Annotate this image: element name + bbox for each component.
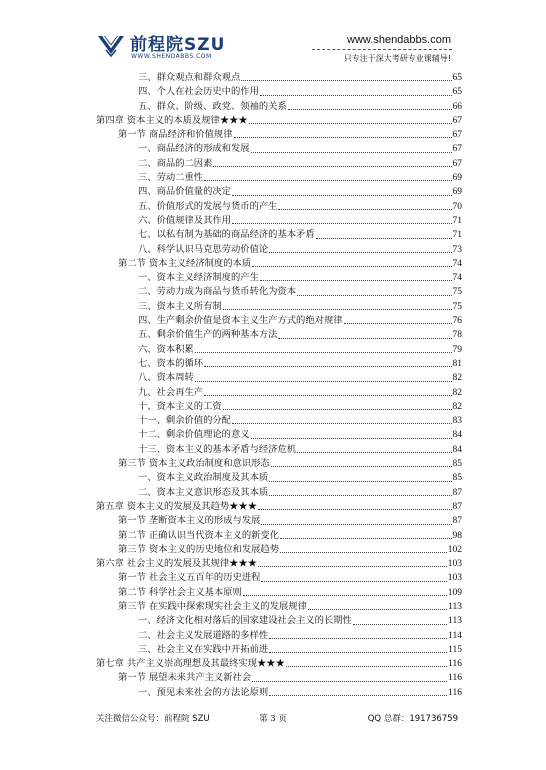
- toc-entry[interactable]: [96, 343, 462, 357]
- toc-entry-page: 84: [452, 430, 462, 441]
- toc-entry[interactable]: [96, 300, 462, 314]
- toc-entry-title: 第五章 资本主义的发展及其趋势★★★: [96, 500, 257, 514]
- toc-entry-page: 87: [452, 501, 462, 512]
- header-tagline: 只专注于深大考研专业课辅导!: [343, 54, 451, 63]
- toc-entry[interactable]: [96, 114, 462, 128]
- toc-entry-page: 65: [452, 87, 462, 98]
- toc-entry[interactable]: [96, 557, 462, 571]
- toc-entry-page: 82: [452, 387, 462, 398]
- toc-leader-dots: [241, 80, 451, 81]
- toc-entry[interactable]: [96, 214, 462, 228]
- toc-leader-dots: [288, 109, 452, 110]
- toc-entry-page: 116: [448, 687, 462, 698]
- toc-leader-dots: [344, 323, 452, 324]
- toc-entry-page: 103: [447, 559, 462, 570]
- toc-entry-page: 87: [452, 516, 462, 527]
- toc-entry-title: 第一节 商品经济和价值规律: [118, 128, 233, 142]
- toc-entry-page: 84: [452, 444, 462, 455]
- table-of-contents: [96, 71, 462, 700]
- toc-entry[interactable]: [96, 185, 462, 199]
- toc-entry[interactable]: [96, 586, 462, 600]
- toc-entry-page: 81: [452, 358, 462, 369]
- toc-entry-title: 一、资本主义经济制度的产生: [138, 271, 259, 285]
- toc-entry[interactable]: [96, 457, 462, 471]
- toc-entry-page: 113: [448, 616, 462, 627]
- toc-entry[interactable]: [96, 400, 462, 414]
- toc-entry-title: 第一节 垄断资本主义的形成与发展: [118, 514, 260, 528]
- toc-entry-title: 第六章 社会主义的发展及其规律★★★: [96, 557, 257, 571]
- toc-entry-page: 79: [452, 344, 462, 355]
- toc-entry-title: 四、个人在社会历史中的作用: [138, 85, 259, 99]
- toc-entry-page: 74: [452, 273, 462, 284]
- toc-leader-dots: [269, 638, 447, 639]
- toc-leader-dots: [316, 238, 452, 239]
- toc-leader-dots: [280, 552, 447, 553]
- toc-leader-dots: [297, 295, 451, 296]
- toc-entry-title: 六、资本积累: [138, 343, 194, 357]
- toc-entry-title: 五、剩余价值生产的两种基本方法: [138, 328, 277, 342]
- toc-entry-title: 第三节 在实践中探索现实社会主义的发展规律: [118, 600, 307, 614]
- toc-entry[interactable]: [96, 128, 462, 142]
- toc-entry[interactable]: [96, 271, 462, 285]
- toc-entry-page: 82: [452, 373, 462, 384]
- toc-leader-dots: [223, 309, 452, 310]
- toc-entry-page: 70: [452, 201, 462, 212]
- toc-leader-dots: [280, 538, 451, 539]
- toc-entry-page: 116: [448, 673, 462, 684]
- toc-entry-page: 67: [452, 144, 462, 155]
- toc-entry-title: 十三、资本主义的基本矛盾与经济危机: [138, 443, 296, 457]
- toc-entry-title: 三、群众观点和群众观点: [138, 71, 240, 85]
- toc-entry-title: 一、经济文化相对落后的国家建设社会主义的长期性: [138, 614, 352, 628]
- toc-leader-dots: [232, 195, 452, 196]
- toc-entry-title: 五、群众、阶级、政党、领袖的关系: [138, 100, 287, 114]
- toc-entry-page: 85: [452, 473, 462, 484]
- toc-leader-dots: [260, 280, 452, 281]
- toc-leader-dots: [286, 666, 447, 667]
- toc-entry-page: 69: [452, 173, 462, 184]
- toc-entry[interactable]: [96, 514, 462, 528]
- toc-entry-title: 第一节 展望未来共产主义新社会: [118, 671, 251, 685]
- brand-name: 前程院SZU: [130, 35, 226, 55]
- toc-leader-dots: [269, 495, 451, 496]
- toc-leader-dots: [232, 423, 452, 424]
- toc-entry[interactable]: [96, 471, 462, 485]
- toc-leader-dots: [260, 95, 452, 96]
- toc-entry[interactable]: [96, 671, 462, 685]
- toc-entry-title: 第二节 资本主义经济制度的本质: [118, 257, 251, 271]
- toc-entry[interactable]: [96, 100, 462, 114]
- toc-entry-title: 四、生产剩余价值是资本主义生产方式的绝对规律: [138, 314, 343, 328]
- toc-entry[interactable]: [96, 243, 462, 257]
- toc-entry-page: 65: [452, 73, 462, 83]
- footer-wechat: 关注微信公众号：前程院 SZU: [96, 714, 210, 724]
- toc-entry-title: 二、资本主义意识形态及其本质: [138, 486, 268, 500]
- brand-url: WWW.SHENDABBS.COM: [131, 53, 212, 60]
- toc-entry-title: 一、商品经济的形成和发展: [138, 142, 250, 156]
- toc-leader-dots: [195, 381, 452, 382]
- toc-entry[interactable]: [96, 85, 462, 99]
- toc-entry[interactable]: [96, 657, 462, 671]
- toc-entry[interactable]: [96, 571, 462, 585]
- toc-entry[interactable]: [96, 200, 462, 214]
- toc-entry-title: 四、商品价值量的决定: [138, 185, 231, 199]
- toc-leader-dots: [261, 524, 451, 525]
- toc-entry-title: 第二节 正确认识当代资本主义的新变化: [118, 529, 279, 543]
- toc-entry[interactable]: [96, 443, 462, 457]
- toc-leader-dots: [204, 366, 451, 367]
- toc-entry[interactable]: [96, 386, 462, 400]
- toc-leader-dots: [213, 166, 451, 167]
- toc-entry-page: 66: [452, 101, 462, 112]
- toc-entry[interactable]: [96, 643, 462, 657]
- toc-leader-dots: [269, 695, 447, 696]
- toc-leader-dots: [353, 624, 447, 625]
- toc-entry-title: 八、资本周转: [138, 371, 194, 385]
- toc-leader-dots: [308, 609, 447, 610]
- toc-entry-page: 78: [452, 330, 462, 341]
- toc-leader-dots: [271, 466, 452, 467]
- toc-entry-title: 三、社会主义在实践中开拓前进: [138, 643, 268, 657]
- toc-leader-dots: [278, 338, 451, 339]
- toc-entry-title: 一、资本主义政治制度及其本质: [138, 471, 268, 485]
- toc-leader-dots: [278, 209, 451, 210]
- toc-leader-dots: [297, 452, 451, 453]
- toc-entry[interactable]: [96, 414, 462, 428]
- toc-entry-title: 六、价值规律及其作用: [138, 214, 231, 228]
- toc-entry-page: 109: [447, 587, 462, 598]
- toc-leader-dots: [249, 123, 452, 124]
- toc-leader-dots: [258, 566, 447, 567]
- toc-entry[interactable]: [96, 500, 462, 514]
- toc-entry-page: 74: [452, 258, 462, 269]
- toc-entry-title: 第四章 资本主义的本质及规律★★★: [96, 114, 248, 128]
- page-footer: [0, 712, 546, 726]
- toc-entry-title: 二、商品的二因素: [138, 157, 212, 171]
- toc-entry-page: 116: [448, 659, 462, 670]
- toc-entry[interactable]: [96, 600, 462, 614]
- toc-entry-page: 82: [452, 401, 462, 412]
- toc-leader-dots: [269, 652, 447, 653]
- toc-entry-page: 98: [452, 530, 462, 541]
- site-url[interactable]: www.shendabbs.com: [347, 34, 451, 46]
- toc-entry-page: 114: [448, 630, 462, 641]
- toc-entry-page: 76: [452, 316, 462, 327]
- toc-entry-page: 103: [447, 573, 462, 584]
- toc-leader-dots: [261, 581, 446, 582]
- toc-entry-page: 75: [452, 301, 462, 312]
- toc-entry-title: 十一、剩余价值的分配: [138, 414, 231, 428]
- toc-entry[interactable]: [96, 543, 462, 557]
- toc-entry-page: 71: [452, 230, 462, 241]
- toc-leader-dots: [252, 681, 447, 682]
- toc-entry-page: 87: [452, 487, 462, 498]
- toc-entry[interactable]: [96, 228, 462, 242]
- toc-entry[interactable]: [96, 71, 462, 85]
- toc-entry[interactable]: [96, 486, 462, 500]
- toc-entry-title: 十、资本主义的工资: [138, 400, 222, 414]
- toc-leader-dots: [232, 223, 452, 224]
- toc-leader-dots: [204, 180, 451, 181]
- footer-qq-group: QQ 总群：191736759: [367, 714, 458, 724]
- toc-entry-page: 83: [452, 416, 462, 427]
- toc-entry-page: 115: [448, 644, 462, 655]
- toc-entry-page: 85: [452, 459, 462, 470]
- toc-leader-dots: [251, 152, 452, 153]
- toc-leader-dots: [252, 266, 451, 267]
- toc-entry-title: 第七章 共产主义崇高理想及其最终实现★★★: [96, 657, 285, 671]
- toc-entry[interactable]: [96, 371, 462, 385]
- toc-entry-page: 102: [447, 544, 462, 555]
- toc-entry[interactable]: [96, 285, 462, 299]
- toc-entry-title: 九、社会再生产: [138, 386, 203, 400]
- toc-entry[interactable]: [96, 529, 462, 543]
- toc-entry[interactable]: [96, 328, 462, 342]
- toc-entry[interactable]: [96, 257, 462, 271]
- toc-leader-dots: [234, 137, 452, 138]
- toc-entry-title: 第二节 科学社会主义基本原则: [118, 586, 242, 600]
- toc-entry[interactable]: [96, 629, 462, 643]
- toc-leader-dots: [204, 395, 451, 396]
- toc-entry-title: 三、资本主义所有制: [138, 300, 222, 314]
- toc-entry-title: 第三节 资本主义政治制度和意识形态: [118, 457, 270, 471]
- toc-entry[interactable]: [96, 614, 462, 628]
- toc-entry-page: 75: [452, 287, 462, 298]
- toc-leader-dots: [269, 481, 451, 482]
- toc-entry-title: 三、劳动二重性: [138, 171, 203, 185]
- toc-entry-title: 一、预见未来社会的方法论原则: [138, 686, 268, 700]
- toc-entry-title: 二、社会主义发展道路的多样性: [138, 629, 268, 643]
- page-header: [0, 0, 546, 68]
- toc-entry-page: 113: [448, 601, 462, 612]
- toc-entry[interactable]: [96, 142, 462, 156]
- toc-leader-dots: [269, 252, 451, 253]
- toc-entry-title: 五、价值形式的发展与货币的产生: [138, 200, 277, 214]
- toc-leader-dots: [251, 438, 452, 439]
- toc-entry-title: 十二、剩余价值理论的意义: [138, 428, 250, 442]
- toc-entry-title: 第一节 社会主义五百年的历史进程: [118, 571, 260, 585]
- toc-entry[interactable]: [96, 314, 462, 328]
- toc-entry[interactable]: [96, 171, 462, 185]
- toc-entry-title: 二、劳动力成为商品与货币转化为资本: [138, 285, 296, 299]
- toc-entry-page: 67: [452, 115, 462, 126]
- toc-leader-dots: [195, 352, 452, 353]
- toc-leader-dots: [223, 409, 452, 410]
- header-divider: [312, 49, 452, 50]
- toc-entry-page: 71: [452, 215, 462, 226]
- toc-entry[interactable]: [96, 357, 462, 371]
- footer-page-number: 第 3 页: [259, 714, 287, 724]
- toc-entry[interactable]: [96, 686, 462, 700]
- toc-leader-dots: [258, 509, 451, 510]
- toc-entry-title: 七、资本的循环: [138, 357, 203, 371]
- toc-entry-title: 七、以私有制为基础的商品经济的基本矛盾: [138, 228, 315, 242]
- toc-entry[interactable]: [96, 428, 462, 442]
- toc-entry-title: 八、科学认识马克思劳动价值论: [138, 243, 268, 257]
- toc-entry-page: 69: [452, 187, 462, 198]
- toc-entry-title: 第三节 资本主义的历史地位和发展趋势: [118, 543, 279, 557]
- toc-entry-page: 73: [452, 244, 462, 255]
- toc-entry[interactable]: [96, 157, 462, 171]
- toc-leader-dots: [243, 595, 447, 596]
- toc-entry-page: 67: [452, 130, 462, 141]
- toc-entry-page: 67: [452, 158, 462, 169]
